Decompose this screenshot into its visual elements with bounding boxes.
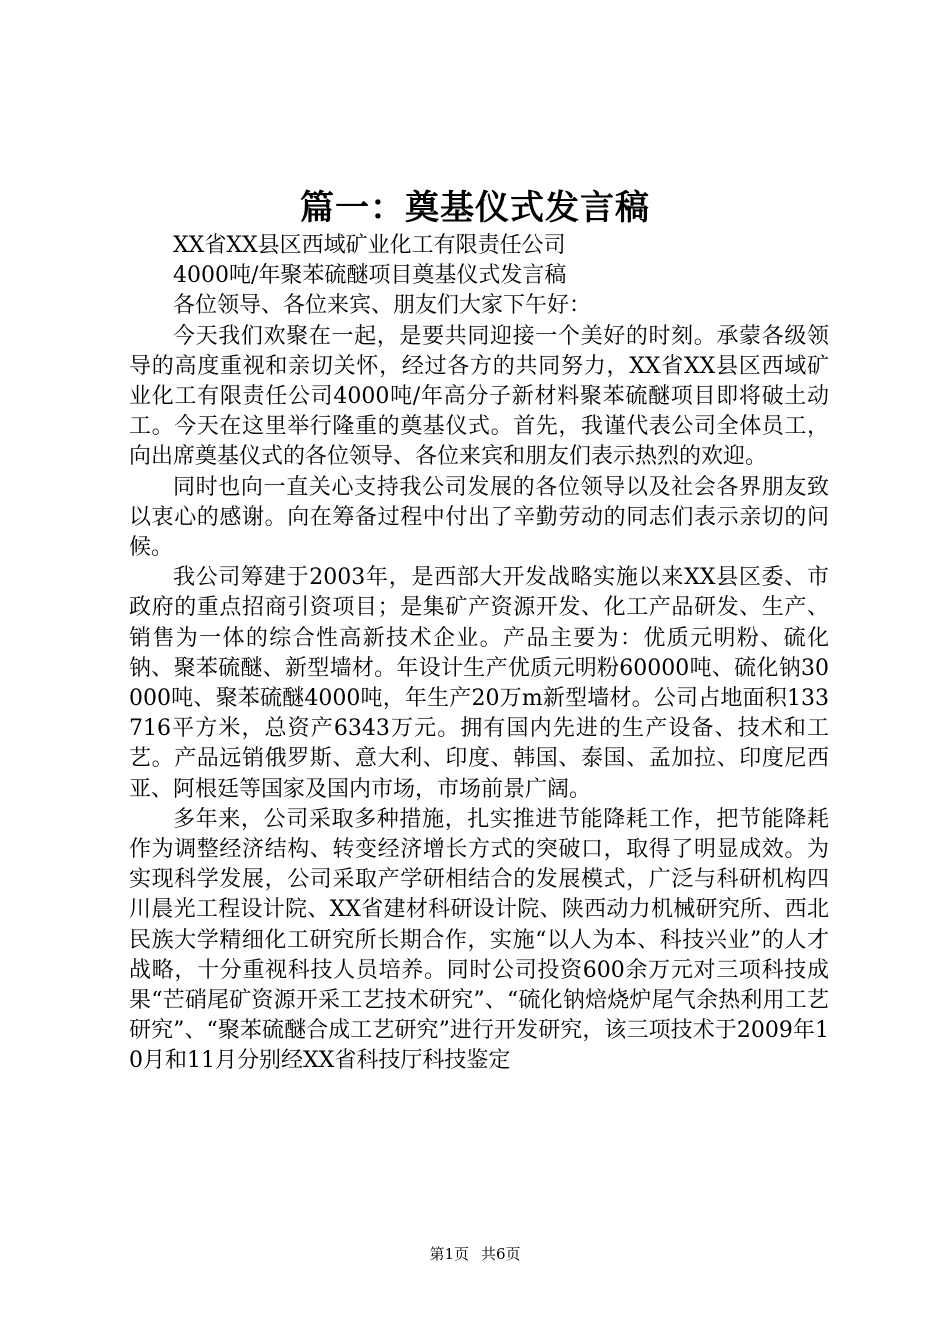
- page-total: 共6页: [481, 1245, 521, 1263]
- document-title: 篇一：奠基仪式发言稿: [300, 188, 650, 228]
- page-number: 第1页: [429, 1245, 469, 1263]
- paragraph-welcome: 今天我们欢聚在一起，是要共同迎接一个美好的时刻。承蒙各级领导的高度重视和亲切关怀，经过各方的共同努力，XX省XX县区西域矿业化工有限责任公司4000吨/年高分子新材料聚苯硫醚项目即将破土动工。今天在这里举行隆重的奠基仪式。首先，我谨代表公司全体员工，向出席奠基仪式的各位领导、各位来宾和朋友们表示热烈的欢迎。: [129, 323, 829, 470]
- paragraph-company-intro: 我公司筹建于2003年，是西部大开发战略实施以来XX县区委、市政府的重点招商引资项目；是集矿产资源开发、化工产品研发、生产、销售为一体的综合性高新技术企业。产品主要为：优质元明粉、硫化钠、聚苯硫醚、新型墙材。年设计生产优质元明粉60000吨、硫化钠30000吨、聚苯硫醚4000吨，年生产20万m新型墙材。公司占地面积133716平方米，总资产6343万元。拥有国内先进的生产设备、技术和工艺。产品远销俄罗斯、意大利、印度、韩国、泰国、孟加拉、印度尼西亚、阿根廷等国家及国内市场，市场前景广阔。: [129, 565, 829, 802]
- company-name-line: XX省XX县区西域矿业化工有限责任公司: [173, 233, 566, 258]
- speech-subject-line: 4000吨/年聚苯硫醚项目奠基仪式发言稿: [173, 263, 567, 289]
- greeting-line: 各位领导、各位来宾、朋友们大家下午好：: [173, 293, 592, 319]
- paragraph-development: 多年来，公司采取多种措施，扎实推进节能降耗工作，把节能降耗作为调整经济结构、转变经济增长方式的突破口，取得了明显成效。为实现科学发展，公司采取产学研相结合的发展模式，广泛与科研机构四川晨光工程设计院、XX省建材科研设计院、陕西动力机械研究所、西北民族大学精细化工研究所长期合作，实施“以人为本、科技兴业”的人才战略，十分重视科技人员培养。同时公司投资600余万元对三项科技成果“芒硝尾矿资源开采工艺技术研究”、“硫化钠焙烧炉尾气余热利用工艺研究”、“聚苯硫醚合成工艺研究”进行开发研究，该三项技术于2009年10月和11月分别经XX省科技厅科技鉴定: [129, 806, 829, 1074]
- page-footer: [0, 1244, 950, 1264]
- paragraph-thanks: 同时也向一直关心支持我公司发展的各位领导以及社会各界朋友致以衷心的感谢。向在筹备过程中付出了辛勤劳动的同志们表示亲切的问候。: [129, 474, 829, 561]
- document-body: [129, 231, 829, 1077]
